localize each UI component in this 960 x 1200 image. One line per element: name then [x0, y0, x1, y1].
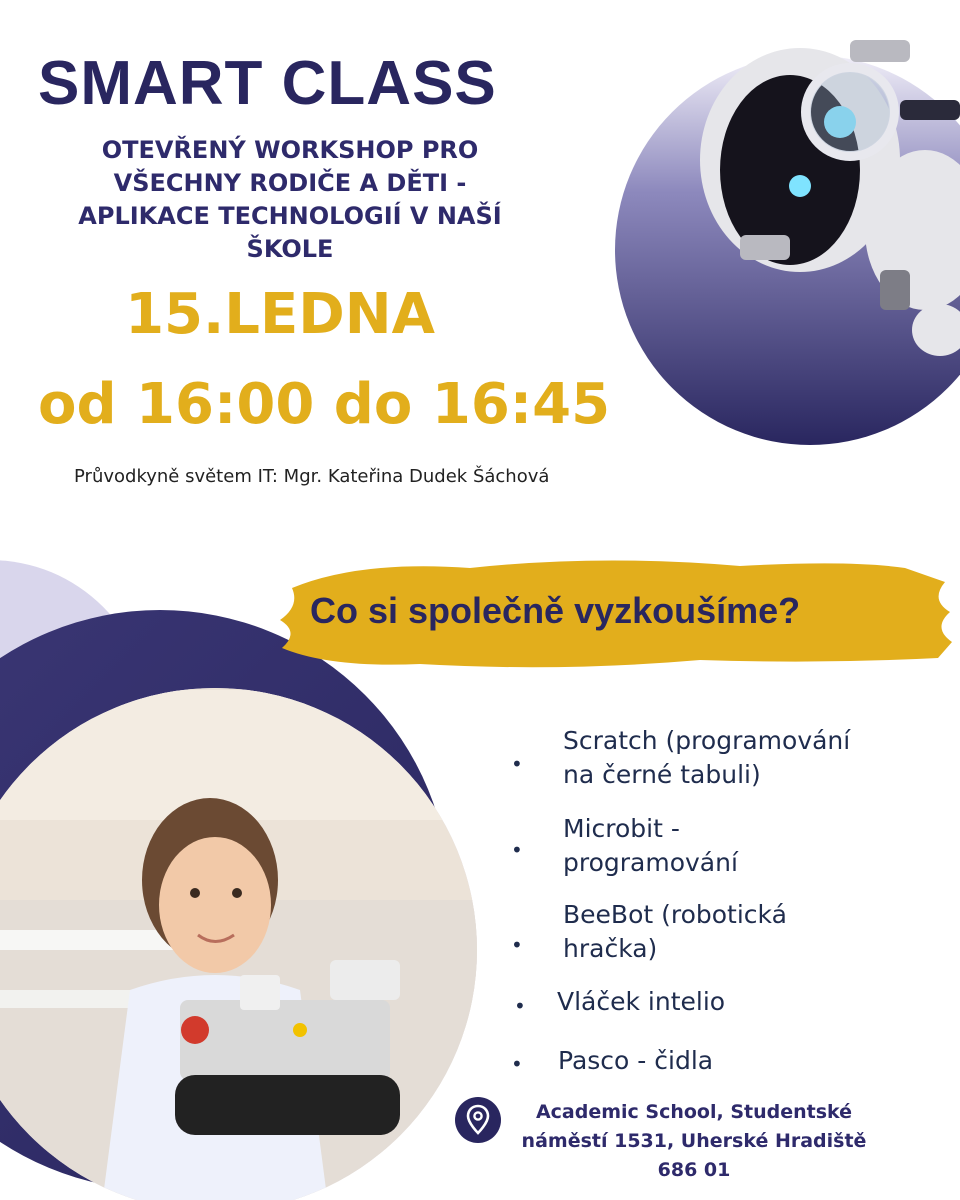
list-item-line: hračka) [563, 934, 658, 963]
event-date: 15.LEDNA [125, 282, 435, 347]
list-item-line: Scratch (programování [563, 726, 851, 755]
workshop-subtitle: OTEVŘENÝ WORKSHOP PRO VŠECHNY RODIČE A DĚTI - APLIKACE TECHNOLOGIÍ V NAŠÍ ŠKOLE [78, 136, 502, 263]
guide-credit: Průvodkyně světem IT: Mgr. Kateřina Dudek Šáchová [74, 466, 550, 487]
list-bullet: • [511, 1052, 523, 1076]
list-item [558, 1044, 918, 1078]
list-item [563, 812, 923, 880]
list-item [557, 985, 917, 1019]
address-line: Academic School, Studentské [535, 1101, 853, 1123]
list-item-line: programování [563, 848, 738, 877]
list-bullet: • [511, 752, 523, 776]
event-address [514, 1098, 874, 1185]
list-item-line: BeeBot (robotická [563, 900, 787, 929]
list-item [563, 898, 923, 966]
page-title: SMART CLASS [38, 49, 497, 118]
address-line: náměstí 1531, Uherské Hradiště [521, 1130, 867, 1152]
list-item-line: Microbit - [563, 814, 680, 843]
list-item-line: na černé tabuli) [563, 760, 761, 789]
address-line: 686 01 [657, 1159, 731, 1181]
list-item-line: Pasco - čidla [558, 1046, 714, 1075]
location-pin-icon [455, 1097, 501, 1143]
list-bullet: • [514, 994, 526, 1018]
list-bullet: • [511, 933, 523, 957]
list-item [563, 724, 923, 792]
activities-heading: Co si společně vyzkoušíme? [310, 590, 801, 631]
girl-with-robot-photo [0, 680, 490, 1200]
list-bullet: • [511, 838, 523, 862]
event-time: od 16:00 do 16:45 [38, 372, 611, 437]
list-item-line: Vláček intelio [557, 987, 726, 1016]
